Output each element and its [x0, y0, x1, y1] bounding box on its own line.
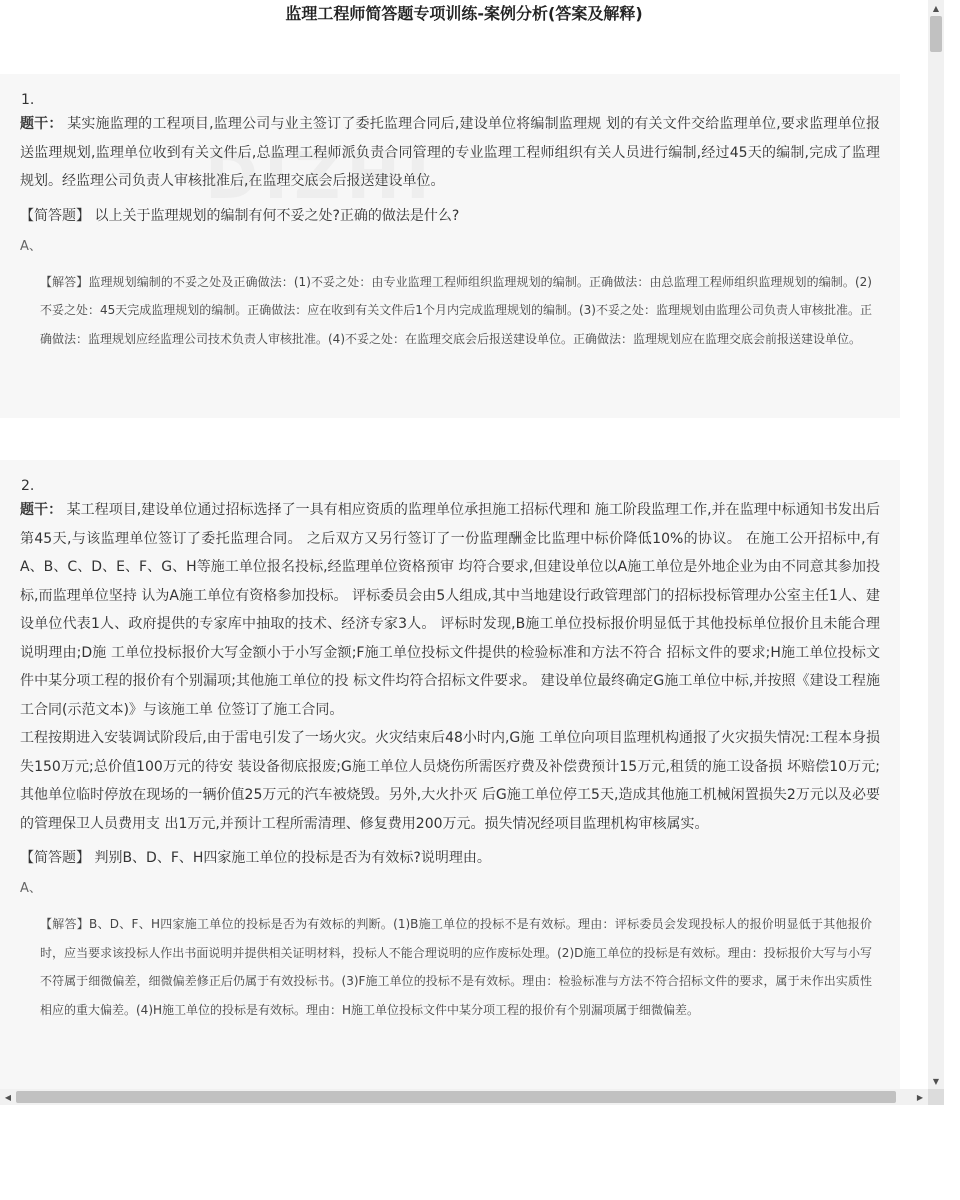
question-stem: [20, 110, 880, 196]
scrollbar-corner: [928, 1089, 944, 1105]
scroll-down-arrow-icon[interactable]: ▼: [932, 1076, 940, 1086]
stem-label: 题干：: [20, 116, 63, 132]
question-prompt: 【简答题】 判别B、D、F、H四家施工单位的投标是否为有效标?说明理由。: [20, 850, 491, 866]
question-stem-continued: 工程按期进入安装调试阶段后,由于雷电引发了一场火灾。火灾结束后48小时内,G施 工单位向项目监理机构通报了火灾损失情况:工程本身损失150万元;总价值100万元的待安 装设备彻底报废;G施工单位人员烧伤所需医疗费及补偿费预计15万元,租赁的施工设备损 坏赔偿10万元;其他单位临时停放在现场的一辆价值25万元的汽车被烧毁。另外,大火扑灭 后G施工单位停工5天,造成其他施工机械闲置损失2万元以及必要的管理保卫人员费用支 出1万元,并预计工程所需清理、修复费用200万元。损失情况经项目监理机构审核属实。: [20, 730, 880, 832]
scroll-left-arrow-icon[interactable]: ◀: [4, 1092, 12, 1102]
vertical-scrollbar[interactable]: [928, 0, 944, 1089]
stem-text: 某实施监理的工程项目,监理公司与业主签订了委托监理合同后,建设单位将编制监理规 划的有关文件交给监理单位,要求监理单位报送监理规划,监理单位收到有关文件后,总监理工程师派负责合同管理的专业监理工程师组织有关人员进行编制,经过45天的编制,完成了监理规划。经监理公司负责人审核批准后,在监理交底会后报送建设单位。: [20, 116, 880, 189]
stem-label: 题干：: [20, 502, 63, 518]
answer-explanation: 【解答】B、D、F、H四家施工单位的投标是否为有效标的判断。(1)B施工单位的投标不是有效标。理由：评标委员会发现投标人的报价明显低于其他报价时，应当要求该投标人作出书面说明并提供相关证明材料，投标人不能合理说明的应作废标处理。(2)D施工单位的投标是有效标。理由：投标报价大写与小写不符属于细微偏差，细微偏差修正后仍属于有效投标书。(3)F施工单位的投标不是有效标。理由：检验标准与方法不符合招标文件的要求，属于未作出实质性相应的重大偏差。(4)H施工单位的投标是有效标。理由：H施工单位投标文件中某分项工程的报价有个别漏项属于细微偏差。: [40, 917, 872, 1017]
question-stem: [20, 496, 880, 724]
question-card: [0, 460, 900, 1089]
question-number: 2.: [21, 478, 35, 494]
horizontal-scrollbar[interactable]: [0, 1089, 928, 1105]
scroll-up-arrow-icon[interactable]: ▲: [932, 3, 940, 13]
answer-option[interactable]: A、: [20, 881, 42, 896]
question-number: 1.: [21, 92, 35, 108]
question-card: [0, 74, 900, 418]
horizontal-scroll-thumb[interactable]: [16, 1091, 896, 1103]
answer-option[interactable]: A、: [20, 238, 42, 254]
page-title: 监理工程师简答题专项训练-案例分析(答案及解释): [285, 4, 643, 23]
stem-text: 某工程项目,建设单位通过招标选择了一具有相应资质的监理单位承担施工招标代理和 施工阶段监理工作,并在监理中标通知书发出后第45天,与该监理单位签订了委托监理合同。 之后双方又另行签订了一份监理酬金比监理中标价降低10%的协议。 在施工公开招标中,有A、B、C、D、E、F、G、H等施工单位报名投标,经监理单位资格预审 均符合要求,但建设单位以A施工单位是外地企业为由不同意其参加投标,而监理单位坚持 认为A施工单位有资格参加投标。 评标委员会由5人组成,其中当地建设行政管理部门的招标投标管理办公室主任1人、建 设单位代表1人、政府提供的专家库中抽取的技术、经济专家3人。 评标时发现,B施工单位投标报价明显低于其他投标单位报价且未能合理说明理由;D施 工单位投标报价大写金额小于小写金额;F施工单位投标文件提供的检验标准和方法不符合 招标文件的要求;H施工单位投标文件中某分项工程的报价有个别漏项;其他施工单位的投 标文件均符合招标文件要求。 建设单位最终确定G施工单位中标,并按照《建设工程施工合同(示范文本)》与该施工单 位签订了施工合同。: [20, 502, 881, 718]
vertical-scroll-thumb[interactable]: [930, 16, 942, 52]
scroll-right-arrow-icon[interactable]: ▶: [916, 1092, 924, 1102]
question-prompt: 【简答题】 以上关于监理规划的编制有何不妥之处?正确的做法是什么?: [20, 207, 460, 224]
answer-explanation: 【解答】监理规划编制的不妥之处及正确做法：(1)不妥之处：由专业监理工程师组织监理规划的编制。正确做法：由总监理工程师组织监理规划的编制。(2)不妥之处：45天完成监理规划的编制。正确做法：应在收到有关文件后1个月内完成监理规划的编制。(3)不妥之处：监理规划由监理公司负责人审核批准。正确做法：监理规划应经监理公司技术负责人审核批准。(4)不妥之处：在监理交底会后报送建设单位。正确做法：监理规划应在监理交底会前报送建设单位。: [40, 274, 872, 346]
